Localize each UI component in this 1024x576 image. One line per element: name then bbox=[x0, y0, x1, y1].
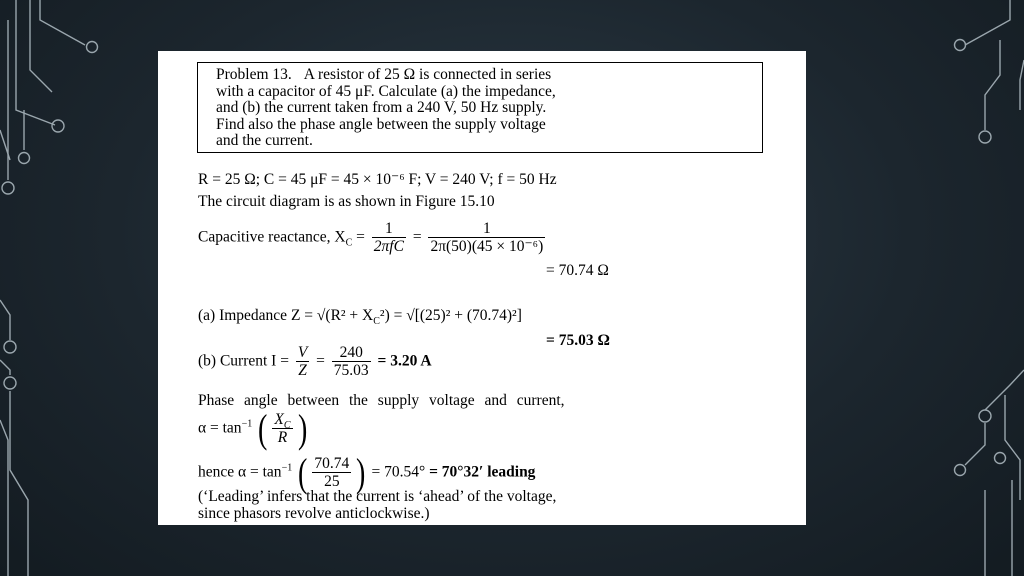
fraction-numerator: 70.74 bbox=[314, 455, 350, 472]
hence-result-bold: = 70°32′ leading bbox=[429, 463, 536, 481]
problem-line: and the current. bbox=[216, 132, 313, 149]
problem-line: and (b) the current taken from a 240 V, 50 Hz supply. bbox=[216, 99, 547, 116]
fraction-numerator bbox=[272, 411, 292, 432]
inverse-superscript: −1 bbox=[241, 418, 253, 430]
phase-fraction bbox=[272, 412, 292, 446]
fraction-denominator: 2π(50)(45 × 10⁻⁶) bbox=[430, 238, 544, 255]
problem-line: A resistor of 25 Ω is connected in series bbox=[303, 66, 552, 83]
problem-line: Find also the phase angle between the supply voltage bbox=[216, 115, 546, 133]
fraction-numerator: 240 bbox=[339, 344, 363, 361]
fraction-denominator: Z bbox=[296, 361, 309, 379]
hence-fraction bbox=[312, 456, 351, 490]
phase-formula bbox=[198, 406, 309, 451]
impedance-result: = 75.03 Ω bbox=[546, 332, 610, 349]
problem-label: Problem 13. bbox=[216, 66, 292, 83]
fraction-denominator: 75.03 bbox=[333, 362, 369, 379]
leading-note bbox=[198, 488, 556, 522]
fraction-denominator: 25 bbox=[312, 472, 351, 490]
impedance-sub: C bbox=[373, 316, 380, 328]
current-prefix: (b) Current I = bbox=[198, 352, 289, 370]
alpha-prefix: α = tan bbox=[198, 419, 242, 437]
note-line: (‘Leading’ infers that the current is ‘ahead’ of the voltage, bbox=[198, 488, 557, 505]
numerator-sub: C bbox=[283, 420, 291, 432]
impedance-formula bbox=[198, 307, 522, 328]
inverse-superscript: −1 bbox=[281, 462, 293, 474]
reactance-fraction bbox=[372, 221, 406, 255]
left-paren: ( bbox=[258, 406, 268, 451]
impedance-prefix: (a) Impedance Z = √(R² + X bbox=[198, 307, 374, 324]
given-values: R = 25 Ω; C = 45 μF = 45 × 10⁻⁶ F; V = 240 V; f = 50 Hz bbox=[198, 171, 557, 188]
reactance-sub: C bbox=[345, 237, 353, 249]
note-line: since phasors revolve anticlockwise.) bbox=[198, 505, 430, 522]
impedance-expression: ²) = √[(25)² + (70.74)²] bbox=[379, 307, 522, 324]
reactance-label: Capacitive reactance, X bbox=[198, 228, 346, 246]
hence-prefix: hence α = tan bbox=[198, 463, 282, 481]
problem-statement-box bbox=[197, 62, 763, 153]
problem-page bbox=[158, 51, 806, 525]
problem-line: with a capacitor of 45 μF. Calculate (a) the impedance, bbox=[216, 82, 556, 100]
numerator-main: X bbox=[274, 411, 284, 428]
fraction-numerator: 1 bbox=[384, 220, 393, 237]
reactance-result: = 70.74 Ω bbox=[546, 262, 609, 279]
circuit-note: The circuit diagram is as shown in Figure 15.10 bbox=[198, 193, 495, 210]
right-paren: ) bbox=[297, 406, 307, 451]
fraction-numerator: V bbox=[297, 344, 308, 361]
right-paren: ) bbox=[356, 450, 366, 495]
current-formula: (b) Current I = $\frac{V}{Z}$ = $\frac{240}{75.03}$ = 3.20 A bbox=[198, 344, 432, 379]
hence-result: = 70.54° bbox=[371, 463, 426, 481]
left-paren: ( bbox=[298, 450, 308, 495]
phase-intro: Phase angle between the supply voltage and current, bbox=[198, 392, 565, 409]
current-fraction-values bbox=[332, 345, 371, 379]
current-fraction bbox=[296, 345, 309, 379]
reactance-formula: Capacitive reactance, $X_C$ = $\frac{1}{\text{2πfC}}$ = $\frac{1}{\text{2π(50)(45 × 10⁻⁶)}}$ bbox=[198, 220, 544, 255]
fraction-denominator: 2πfC bbox=[373, 238, 404, 255]
reactance-fraction-values bbox=[428, 221, 545, 255]
fraction-numerator: 1 bbox=[482, 220, 491, 237]
current-result: = 3.20 A bbox=[377, 352, 432, 370]
fraction-denominator: R bbox=[272, 428, 292, 446]
hence-formula bbox=[198, 450, 536, 495]
